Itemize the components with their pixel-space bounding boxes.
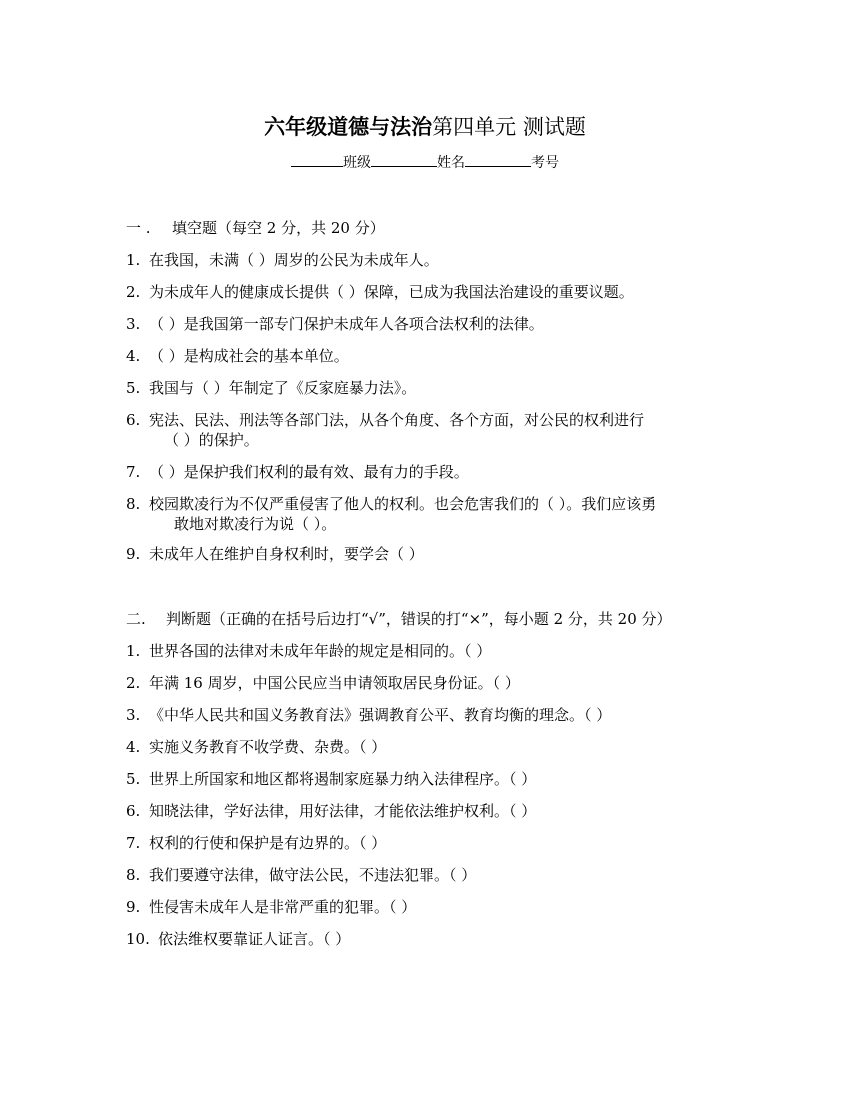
student-info-line — [0, 152, 850, 173]
question-text: 权利的行使和保护是有边界的。（ ） — [149, 834, 387, 852]
fill-question-5 — [126, 378, 726, 398]
question-number: 2. — [126, 674, 141, 692]
question-number: 10. — [126, 930, 150, 948]
judge-question-9 — [126, 897, 726, 917]
question-number: 2. — [126, 283, 141, 301]
judge-question-4 — [126, 737, 726, 757]
name-label: 姓名 — [437, 155, 465, 171]
question-text: 未成年人在维护自身权利时，要学会（ ） — [149, 545, 424, 563]
question-text: （ ）是保护我们权利的最有效、最有力的手段。 — [149, 463, 469, 481]
question-text-continued: 敢地对欺凌行为说（ ）。 — [174, 515, 337, 533]
page-title — [0, 113, 850, 141]
question-text: 知晓法律，学好法律，用好法律，才能依法维护权利。（ ） — [149, 802, 537, 820]
judge-question-5 — [126, 769, 726, 789]
title-rest-part: 第四单元 测试题 — [432, 115, 586, 139]
question-number: 4. — [126, 738, 141, 756]
fill-question-8 — [126, 494, 726, 534]
section-1-heading — [126, 218, 385, 238]
section-1-number: 一 . — [126, 219, 151, 237]
judge-question-7 — [126, 833, 726, 853]
question-text: 在我国，未满（ ）周岁的公民为未成年人。 — [149, 251, 439, 269]
question-text: 世界上所国家和地区都将遏制家庭暴力纳入法律程序。（ ） — [149, 770, 537, 788]
judge-question-10 — [126, 929, 726, 949]
question-text: 我们要遵守法律，做守法公民，不违法犯罪。（ ） — [149, 866, 477, 884]
judge-question-2 — [126, 673, 726, 693]
question-text-continued: （ ）的保护。 — [164, 431, 259, 449]
fill-question-3 — [126, 314, 726, 334]
question-text: （ ）是构成社会的基本单位。 — [149, 347, 349, 365]
question-text: 为未成年人的健康成长提供（ ）保障，已成为我国法治建设的重要议题。 — [149, 283, 634, 301]
question-text: 我国与（ ）年制定了《反家庭暴力法》。 — [149, 379, 417, 397]
section-2-number: 二. — [126, 610, 146, 628]
class-blank — [291, 152, 343, 167]
section-2-heading — [126, 609, 672, 629]
question-number: 5. — [126, 379, 141, 397]
section-1-title: 填空题（每空 2 分，共 20 分） — [172, 219, 385, 237]
judge-question-6 — [126, 801, 726, 821]
id-label: 考号 — [531, 155, 559, 171]
question-number: 1. — [126, 251, 141, 269]
question-text: 校园欺凌行为不仅严重侵害了他人的权利。也会危害我们的（ ）。我们应该勇 — [149, 495, 657, 513]
question-number: 5. — [126, 770, 141, 788]
question-number: 9. — [126, 898, 141, 916]
question-text: （ ）是我国第一部专门保护未成年人各项合法权利的法律。 — [149, 315, 544, 333]
question-text: 年满 16 周岁，中国公民应当申请领取居民身份证。（ ） — [149, 674, 520, 692]
question-text: 性侵害未成年人是非常严重的犯罪。（ ） — [149, 898, 417, 916]
fill-question-7 — [126, 462, 726, 482]
class-label: 班级 — [343, 155, 371, 171]
question-text: 宪法、民法、刑法等各部门法，从各个角度、各个方面，对公民的权利进行 — [149, 411, 645, 429]
question-number: 8. — [126, 866, 141, 884]
fill-question-2 — [126, 282, 726, 302]
fill-question-6 — [126, 410, 726, 450]
name-blank — [371, 152, 437, 167]
question-number: 9. — [126, 545, 141, 563]
question-number: 6. — [126, 411, 141, 429]
question-text: 实施义务教育不收学费、杂费。（ ） — [149, 738, 387, 756]
section-2-title: 判断题（正确的在括号后边打“√”，错误的打“×”，每小题 2 分，共 20 分） — [166, 610, 672, 628]
question-number: 6. — [126, 802, 141, 820]
question-text: 世界各国的法律对未成年年龄的规定是相同的。（ ） — [149, 642, 492, 660]
judge-question-8 — [126, 865, 726, 885]
question-number: 3. — [126, 315, 141, 333]
question-number: 4. — [126, 347, 141, 365]
question-number: 7. — [126, 834, 141, 852]
judge-question-1 — [126, 641, 726, 661]
question-number: 8. — [126, 495, 141, 513]
question-text: 依法维权要靠证人证言。（ ） — [158, 930, 351, 948]
question-number: 7. — [126, 463, 141, 481]
id-blank — [465, 152, 531, 167]
question-number: 1. — [126, 642, 141, 660]
question-text: 《中华人民共和国义务教育法》强调教育公平、教育均衡的理念。（ ） — [149, 706, 612, 724]
title-bold-part: 六年级道德与法治 — [264, 114, 433, 139]
fill-question-9 — [126, 544, 726, 564]
question-number: 3. — [126, 706, 141, 724]
fill-question-1 — [126, 250, 726, 270]
fill-question-4 — [126, 346, 726, 366]
judge-question-3 — [126, 705, 726, 725]
